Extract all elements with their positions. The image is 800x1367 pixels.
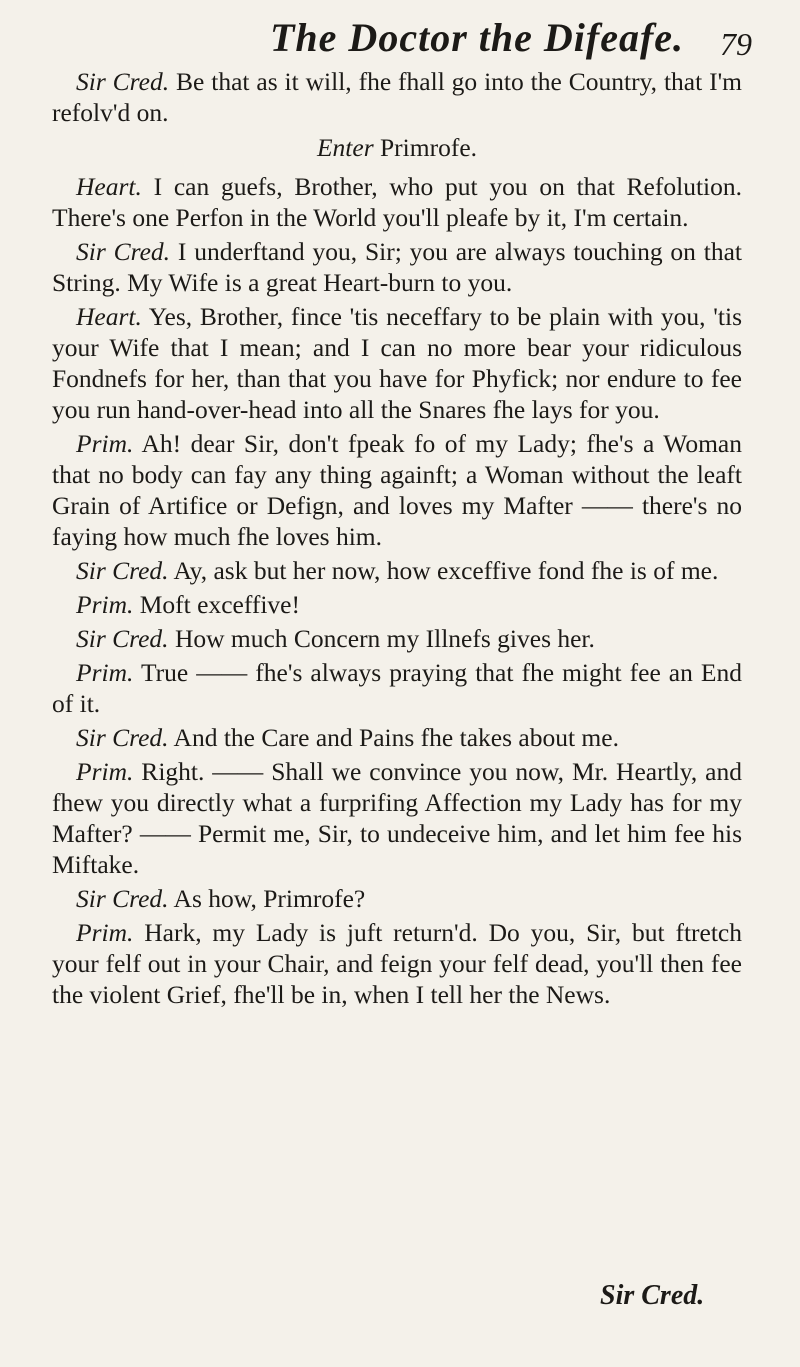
speech-text: Yes, Brother, fince 'tis neceffary to be plain with you, 'tis your Wife that I mean; and I can no more bear your ridiculous Fondnefs for her, than that you have for Phyfick; nor endure to fee you run hand-over-head into all the Snares fhe lays for you. (52, 302, 742, 424)
running-title: The Doctor the Difeafe. (270, 15, 685, 60)
speech (52, 301, 742, 425)
speech (52, 428, 742, 552)
speech (52, 66, 742, 128)
speech (52, 657, 742, 719)
speech (52, 236, 742, 298)
speaker: Sir Cred. (76, 237, 171, 266)
speaker: Heart. (76, 172, 142, 201)
stage-direction: Enter Primrofe. (316, 133, 478, 162)
speaker: Sir Cred. (76, 556, 169, 585)
speech (52, 756, 742, 880)
speech-text: Moft exceffive! (133, 590, 300, 619)
speech-text: Ay, ask but her now, how exceffive fond fhe is of me. (168, 556, 719, 585)
page-number: 79 (720, 26, 752, 62)
speaker: Prim. (76, 918, 134, 947)
speech-text: I underftand you, Sir; you are always touching on that String. My Wife is a great Heart-burn to you. (52, 237, 743, 297)
speaker: Sir Cred. (76, 723, 169, 752)
speech (52, 555, 742, 586)
speaker: Sir Cred. (76, 67, 170, 96)
speech (52, 623, 742, 654)
speech-text: I can guefs, Brother, who put you on that Refolution. There's one Perfon in the World you'll pleafe by it, I'm certain. (52, 172, 742, 232)
speaker: Heart. (76, 302, 142, 331)
speech-text: As how, Primrofe? (168, 884, 366, 913)
speech (52, 589, 742, 620)
speech-text: Ah! dear Sir, don't fpeak fo of my Lady; fhe's a Woman that no body can fay any thing againft; a Woman without the leaft Grain of Artifice or Defign, and loves my Mafter —— there's no faying how much fhe loves him. (52, 429, 742, 551)
speaker: Sir Cred. (76, 884, 169, 913)
page-header (0, 12, 800, 72)
page-body (52, 66, 742, 1013)
speaker: Prim. (76, 590, 134, 619)
speech (52, 883, 742, 914)
speech (52, 722, 742, 753)
speech (52, 917, 742, 1010)
speech-text: Right. —— Shall we convince you now, Mr. Heartly, and fhew you directly what a furprifing Affection my Lady has for my Mafter? —— Permit me, Sir, to undeceive him, and let him fee his Miftake. (52, 757, 742, 879)
speaker: Prim. (76, 757, 134, 786)
speech-text: How much Concern my Illnefs gives her. (168, 624, 595, 653)
speaker: Sir Cred. (76, 624, 169, 653)
speech-text: Hark, my Lady is juft return'd. Do you, Sir, but ftretch your felf out in your Chair, and feign your felf dead, you'll then fee the violent Grief, fhe'll be in, when I tell her the News. (52, 918, 742, 1009)
catchword: Sir Cred. (600, 1280, 705, 1311)
speech-text: Be that as it will, fhe fhall go into the Country, that I'm refolv'd on. (52, 67, 743, 127)
speech-text: And the Care and Pains fhe takes about me. (168, 723, 619, 752)
speech-text: True —— fhe's always praying that fhe might fee an End of it. (52, 658, 742, 718)
speaker: Prim. (76, 429, 134, 458)
speech (52, 171, 742, 233)
speaker: Prim. (76, 658, 134, 687)
